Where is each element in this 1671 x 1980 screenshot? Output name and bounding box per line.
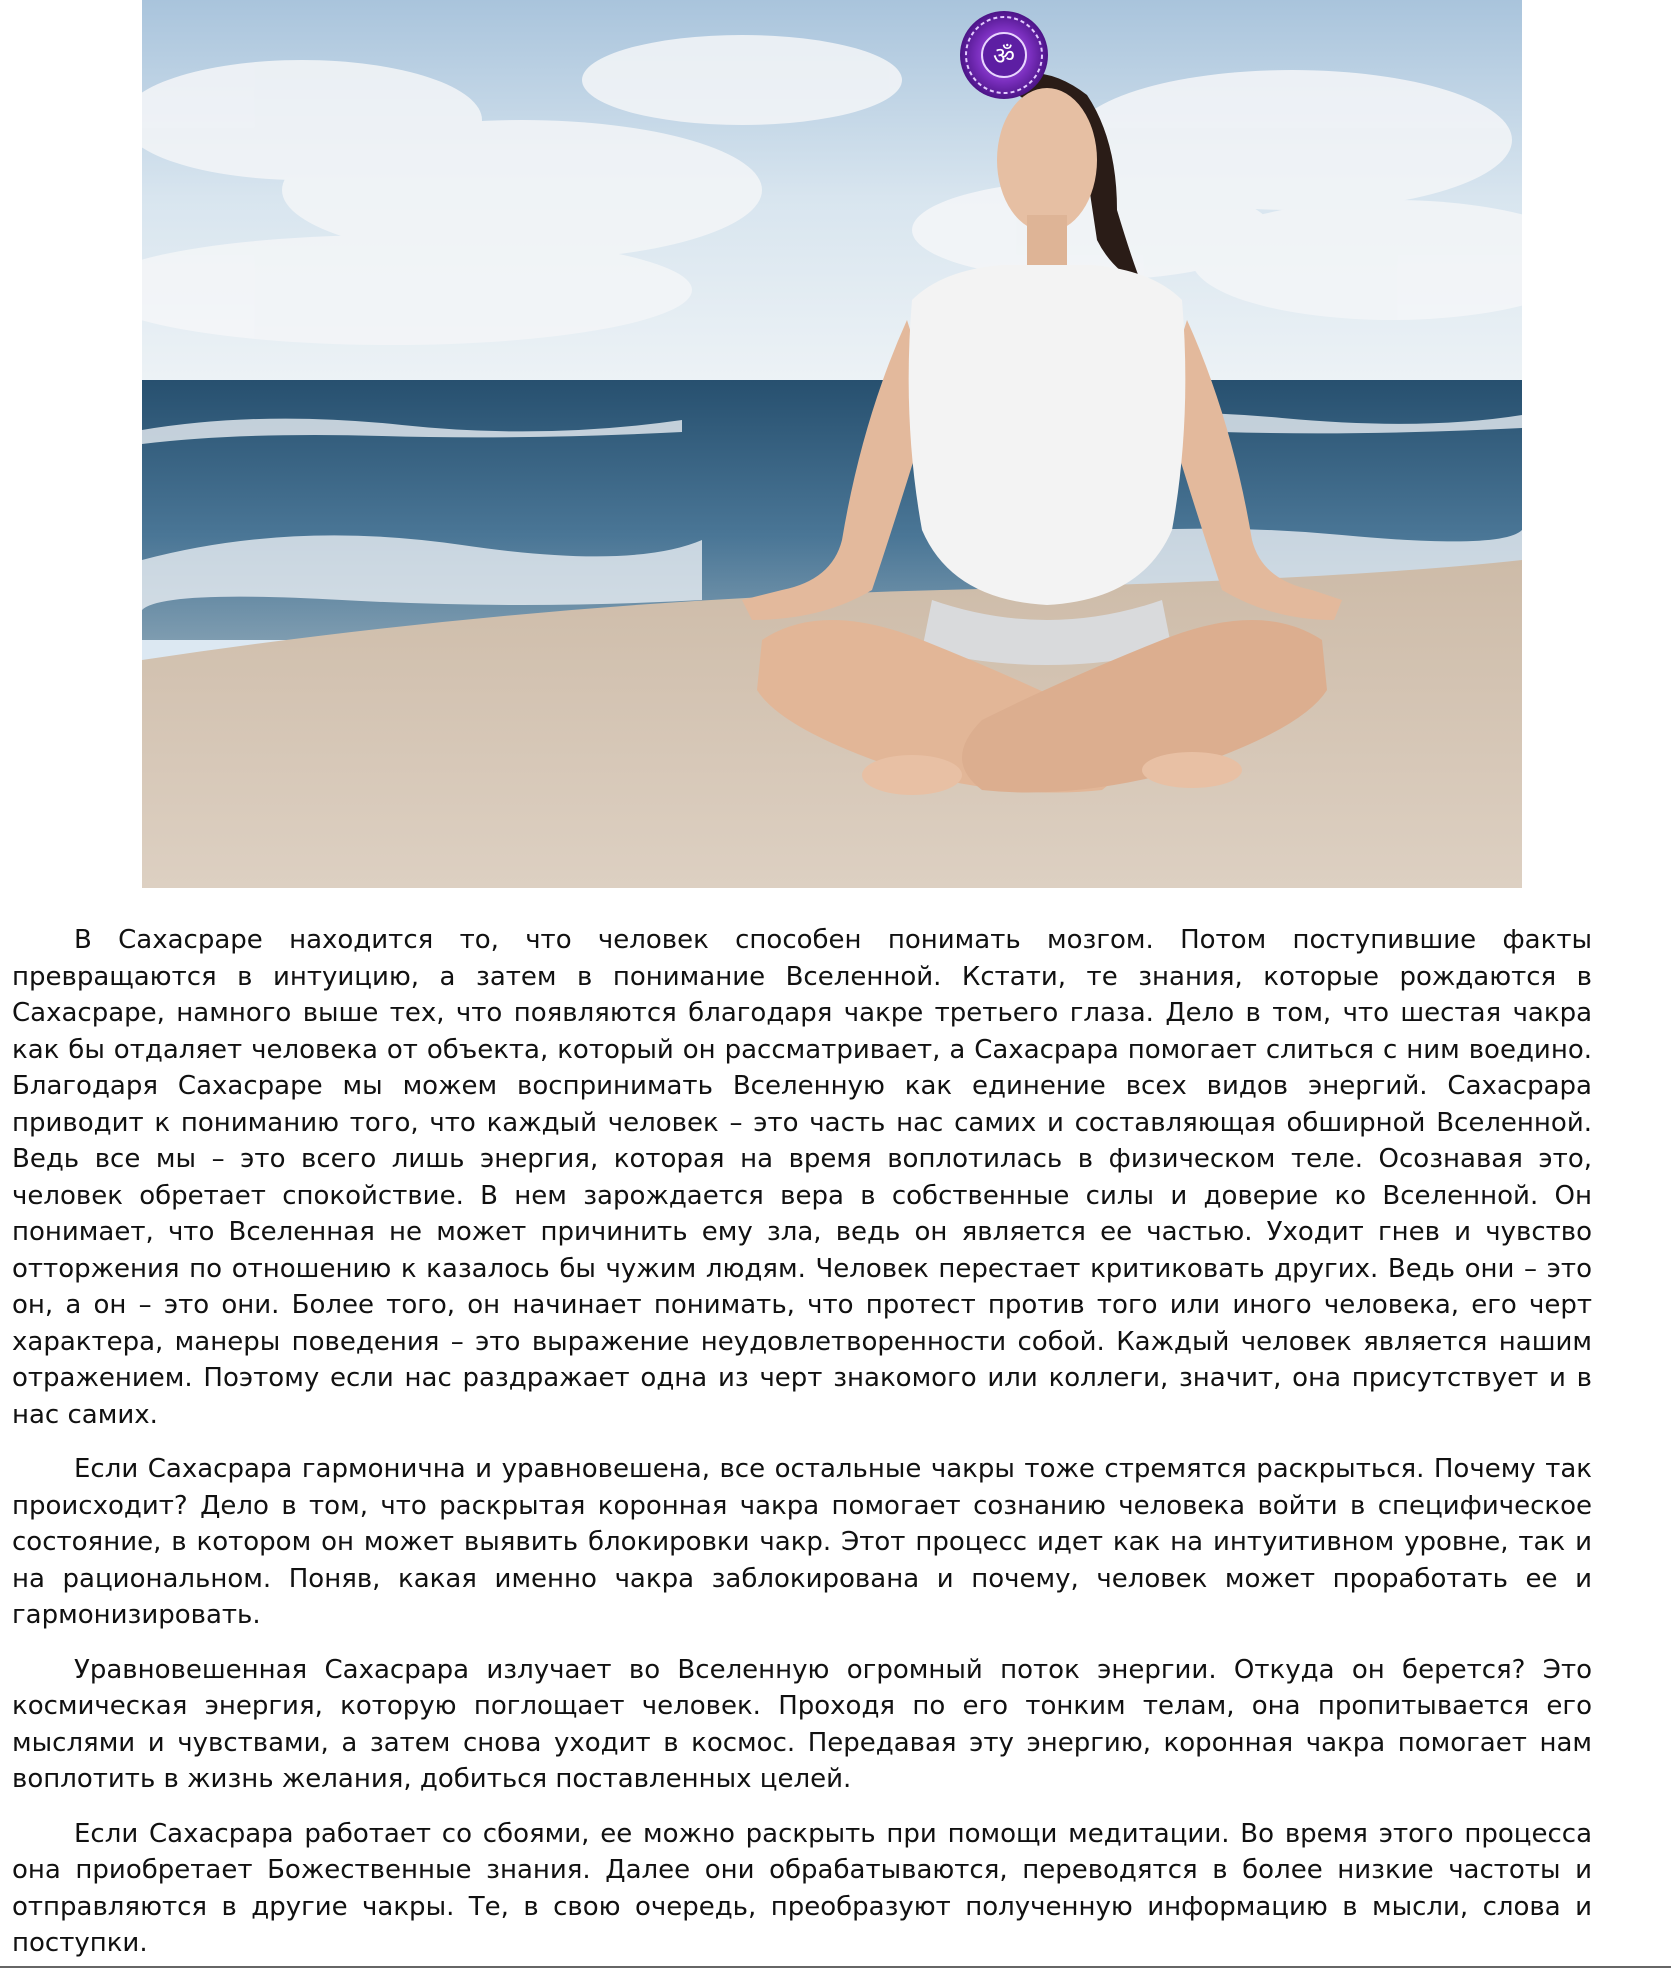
article-paragraph-1: В Сахасраре находится то, что человек способен понимать мозгом. Потом поступившие факты превращаются в интуицию, а затем в понимание Вселенной. Кстати, те знания, которые рождаются в Сахасраре, намного выше тех, что появляются благодаря чакре третьего глаза. Дело в том, что шестая чакра как бы отдаляет человека от объекта, который он рассматривает, а Сахасрара помогает слиться с ним воедино. Благодаря Сахасраре мы можем воспринимать Вселенную как единение всех видов энергий. Сахасрара приводит к пониманию того, что каждый человек – это часть нас самих и составляющая обширной Вселенной. Ведь все мы – это всего лишь энергия, которая на время воплотилась в физическом теле. Осознавая это, человек обретает спокойствие. В нем зарождается вера в собственные силы и доверие ко Вселенной. Он понимает, что Вселенная не может причинить ему зла, ведь он является ее частью. Уходит гнев и чувство отторжения по отношению к казалось бы чужим людям. Человек перестает критиковать других. Ведь они – это он, а он – это они. Более того, он начинает понимать, что протест против того или иного человека, его черт характера, манеры поведения – это выражение неудовлетворенности собой. Каждый человек является нашим отражением. Поэтому если нас раздражает одна из черт знакомого или коллеги, значит, она присутствует и в нас самих. — [12, 925, 1592, 1430]
article-paragraph-3: Уравновешенная Сахасрара излучает во Вселенную огромный поток энергии. Откуда он берется? Это космическая энергия, которую поглощает человек. Проходя по его тонким телам, она пропитывается его мыслями и чувствами, а затем снова уходит в космос. Передавая эту энергию, коронная чакра помогает нам воплотить в жизнь желания, добиться поставленных целей. — [12, 1654, 1592, 1794]
bottom-divider — [0, 1966, 1671, 1968]
article-body — [12, 922, 1592, 1980]
svg-text:ॐ: ॐ — [993, 42, 1015, 70]
article-paragraph-4: Если Сахасрара работает со сбоями, ее можно раскрыть при помощи медитации. Во время этого процесса она приобретает Божественные знания. Далее они обрабатываются, переводятся в более низкие частоты и отправляются в другие чакры. Те, в свою очередь, преобразуют полученную информацию в мысли, слова и поступки. — [12, 1818, 1592, 1958]
meditation-photo-illustration — [142, 0, 1522, 888]
crown-chakra-icon — [960, 11, 1048, 99]
meditation-photo — [142, 0, 1522, 888]
article-paragraph-2: Если Сахасрара гармонична и уравновешена, все остальные чакры тоже стремятся раскрыться. Почему так происходит? Дело в том, что раскрытая коронная чакра помогает сознанию человека войти в специфическое состояние, в котором он может выявить блокировки чакр. Этот процесс идет как на интуитивном уровне, так и на рациональном. Поняв, какая именно чакра заблокирована и почему, человек может проработать ее и гармонизировать. — [12, 1454, 1592, 1630]
